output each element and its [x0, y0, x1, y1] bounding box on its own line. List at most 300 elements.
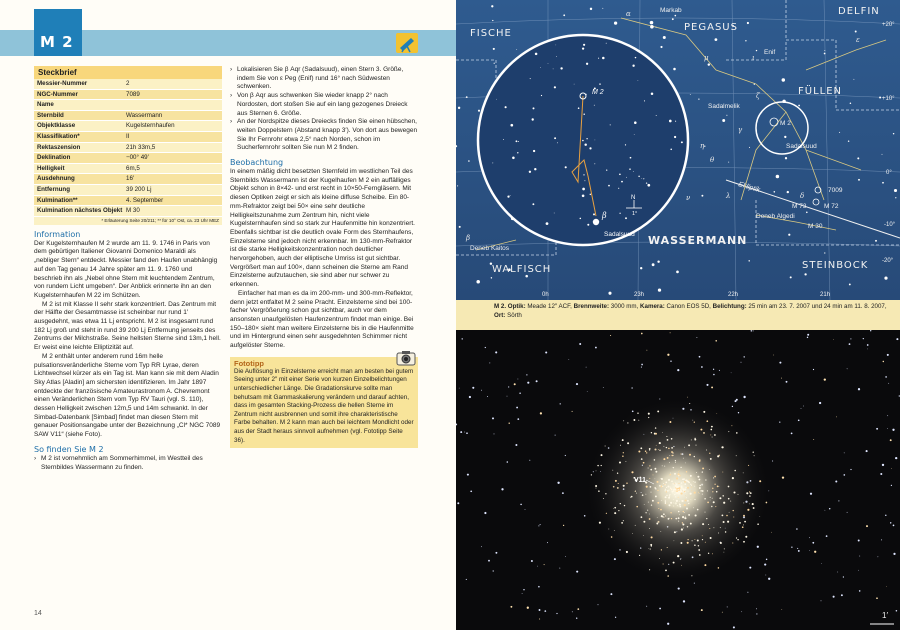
chart-star [491, 5, 493, 7]
cluster-star [757, 523, 759, 525]
inset-star [625, 144, 626, 145]
background-star [545, 351, 547, 353]
inset-star [669, 120, 672, 123]
background-star [858, 540, 860, 542]
chart-star [476, 280, 480, 284]
steckbrief-row [34, 174, 222, 185]
chart-star [525, 275, 528, 278]
background-star [764, 564, 766, 566]
information-heading: Information [34, 229, 81, 239]
inset-scale-label: 1° [632, 211, 638, 217]
cluster-star [667, 457, 669, 459]
cluster-star [706, 518, 707, 519]
background-star [765, 575, 766, 576]
chart-star [726, 115, 727, 116]
chart-star [614, 21, 617, 24]
background-star [798, 419, 800, 421]
background-star [610, 335, 611, 336]
inset-star [594, 105, 595, 106]
background-star [577, 608, 579, 610]
background-star [858, 570, 859, 571]
chart-star [894, 189, 897, 192]
sadalsuud-star [593, 219, 599, 225]
steckbrief-value: M 30 [126, 207, 140, 215]
steckbrief-key: Rektaszension [37, 143, 81, 151]
cluster-star [752, 503, 754, 505]
background-star [837, 572, 838, 573]
background-star [529, 460, 530, 461]
cluster-star [646, 486, 648, 488]
cluster-star [665, 489, 666, 490]
cluster-star [676, 477, 678, 479]
cluster-star [710, 429, 712, 431]
ra-label: 23h [634, 292, 645, 298]
cluster-star [665, 482, 667, 484]
inset-star [554, 86, 556, 88]
cluster-star [662, 432, 663, 433]
background-star [885, 376, 887, 378]
background-star [493, 570, 494, 571]
cluster-star [673, 562, 675, 564]
chart-star [704, 146, 705, 147]
cluster-star [595, 485, 597, 487]
cluster-star [651, 504, 652, 505]
inset-star [510, 195, 511, 196]
background-star [881, 539, 882, 540]
cluster-star [666, 487, 667, 488]
inset-star [599, 83, 600, 84]
chart-star [676, 271, 679, 274]
cluster-star [685, 499, 687, 501]
background-star [464, 432, 465, 433]
cluster-star [684, 483, 686, 485]
chart-star [853, 79, 854, 80]
caption-belichtung-label: Belichtung: [712, 303, 747, 310]
background-star [876, 428, 878, 430]
chart-star [785, 157, 787, 159]
cluster-star [671, 451, 673, 453]
cluster-star [606, 513, 607, 514]
star-name: Sadalmelik [708, 103, 740, 110]
cluster-star [675, 496, 676, 497]
steckbrief-table [34, 66, 222, 225]
steckbrief-value: Wassermann [126, 111, 163, 119]
cluster-star [671, 438, 673, 440]
cluster-star [666, 436, 667, 437]
background-star [844, 452, 845, 453]
cluster-star [648, 468, 649, 469]
cluster-star [659, 558, 660, 559]
background-star [667, 623, 669, 625]
steckbrief-row [34, 90, 222, 101]
cluster-star [702, 490, 704, 492]
cluster-star [708, 524, 709, 525]
background-star [538, 525, 539, 526]
inset-star [512, 157, 515, 160]
background-star [809, 537, 810, 538]
cluster-star [612, 470, 613, 471]
cluster-star [681, 482, 683, 484]
background-star [467, 474, 469, 476]
cluster-star [682, 523, 684, 525]
cluster-star [646, 452, 647, 453]
chart-star [824, 252, 825, 253]
cluster-star [638, 450, 640, 452]
greek-letter: α [626, 10, 631, 18]
cluster-star [726, 515, 728, 517]
inset-star [517, 152, 518, 153]
inset-star [586, 138, 587, 139]
background-star [507, 461, 509, 463]
cluster-star [710, 537, 712, 539]
background-star [801, 408, 802, 409]
cluster-star [660, 531, 661, 532]
chart-star [806, 212, 808, 214]
cluster-star [691, 490, 692, 491]
cluster-star [654, 459, 656, 461]
information-paragraph: M 2 enthält unter anderem rund 16m helle pulsationsveränderliche Sterne vom Typ RR Lyrae, deren Lichtwechsel kürzer als ein Tag ist. Man kann sie mit dem Aladin Sky Atlas [Aladin] am sichersten identifizieren. Im Jahr 1897 entdeckte der französische Amateurastronom A. Chevremont einen Veränderlichen Stern vom Typ RV Tauri (vgl. S. 110), dessen Helligkeit zwischen 12m,5 und 14m schwankt. In der Simbad-Datenbank [Simbad] findet man diesen Stern mit genauer Positionsangabe unter der Bezeichnung „Cl* NGC 7089 SAW V11“ (siehe Foto). [34, 352, 221, 439]
chart-star [459, 226, 461, 228]
cluster-star [638, 420, 639, 421]
cluster-star [713, 501, 715, 503]
cluster-star [673, 467, 674, 468]
cluster-star [669, 495, 671, 497]
chart-star [824, 50, 825, 51]
cluster-star [702, 535, 703, 536]
cluster-star [655, 488, 656, 489]
cluster-star [613, 508, 614, 509]
chart-star [650, 21, 654, 25]
chart-star [882, 154, 883, 155]
chart-star [673, 68, 676, 71]
cluster-star [692, 420, 693, 421]
cluster-star [708, 553, 709, 554]
cluster-star [698, 545, 699, 546]
inset-star [492, 162, 493, 163]
cluster-star [632, 533, 633, 534]
cluster-star [601, 465, 602, 466]
cluster-star [622, 455, 623, 456]
cluster-star [695, 445, 696, 446]
cluster-star [655, 433, 657, 435]
cluster-star [711, 506, 712, 507]
background-star [812, 542, 814, 544]
background-star [670, 332, 671, 333]
background-star [883, 361, 884, 362]
steckbrief-key: Klassifikation* [37, 132, 80, 140]
inset-star [629, 168, 631, 170]
inset-star [634, 134, 635, 135]
dec-label: +10° [882, 96, 895, 102]
chart-star [563, 14, 565, 16]
chart-star [857, 157, 859, 159]
background-star [547, 542, 548, 543]
caption-brennweite-label: Brennweite: [573, 303, 610, 310]
cluster-star [705, 479, 706, 480]
inset-star [584, 143, 586, 145]
cluster-star [677, 505, 678, 506]
cluster-star [661, 478, 662, 479]
background-star [598, 604, 599, 605]
cluster-star [617, 473, 618, 474]
background-star [565, 556, 566, 557]
cluster-star [678, 517, 680, 519]
background-star [887, 354, 889, 356]
inset-star [582, 47, 584, 49]
background-star [863, 338, 864, 339]
cluster-star [648, 548, 649, 549]
cluster-star [694, 545, 695, 546]
background-star [641, 364, 643, 366]
cluster-star [641, 516, 643, 518]
chart-star [652, 263, 655, 266]
background-star [893, 553, 895, 555]
cluster-star [678, 511, 680, 513]
background-star [773, 355, 774, 356]
cluster-star [665, 500, 666, 501]
background-star [509, 423, 510, 424]
cluster-star [649, 569, 650, 570]
background-star [880, 473, 882, 475]
page-number: 14 [34, 610, 42, 617]
background-star [829, 508, 830, 509]
cluster-star [687, 526, 688, 527]
background-star [495, 552, 497, 554]
cluster-star [694, 539, 695, 540]
background-star [858, 388, 860, 390]
chart-star [787, 191, 789, 193]
cluster-star [670, 473, 671, 474]
star-name: Markab [660, 7, 682, 14]
cluster-star [656, 445, 657, 446]
cluster-star [743, 502, 744, 503]
cluster-star [681, 493, 683, 495]
steckbrief-value: −00° 49′ [126, 154, 149, 162]
cluster-star [665, 503, 666, 504]
cluster-star [678, 497, 679, 498]
background-star [859, 556, 860, 557]
background-star [786, 381, 788, 383]
chart-star [784, 136, 786, 138]
steckbrief-key: Kulmination** [37, 196, 78, 204]
background-star [508, 386, 509, 387]
inset-star [635, 57, 636, 58]
background-star [576, 618, 577, 619]
background-star [771, 532, 772, 533]
background-star [678, 588, 680, 590]
cluster-star [649, 514, 650, 515]
cluster-star [645, 512, 646, 513]
cluster-star [713, 527, 714, 528]
background-star [516, 407, 518, 409]
cluster-star [737, 539, 738, 540]
cluster-star [658, 508, 659, 509]
cluster-star [641, 458, 643, 460]
cluster-star [669, 462, 670, 463]
chart-star [850, 103, 852, 105]
background-star [891, 485, 892, 486]
fototipp-box [230, 357, 418, 448]
information-text [34, 240, 222, 440]
chart-star [493, 48, 495, 50]
cluster-star [754, 455, 755, 456]
cluster-star [692, 540, 693, 541]
cluster-star [736, 537, 737, 538]
cluster-star [688, 481, 690, 483]
cluster-star [699, 554, 701, 556]
inset-star [644, 100, 645, 101]
cluster-star [699, 487, 701, 489]
steckbrief-row [34, 100, 222, 111]
cluster-star [733, 517, 734, 518]
fototipp-text: Die Auflösung in Einzelsterne erreicht man am besten bei gutem Seeing unter 2″ mit einer Serie von kurzen Einzelbelichtungen unterschiedlicher Länge. Die Gradationskurve sollte man behutsam mit Gammaskalierung verändern und darauf achten, dass im gesamten Stacking-Prozess die hellen Sterne im Zentrum nicht ausbrennen und somit ihre charakteristische Farbe behalten. M 2 kann man auch bei leichtem Mondlicht oder aus der Stadt heraus sinnvoll aufnehmen (vgl. Fototipp Seite 36). [234, 367, 414, 444]
cluster-star [611, 536, 613, 538]
background-star [489, 362, 490, 363]
ecliptic-label: Ekliptik [737, 181, 761, 195]
steckbrief-row [34, 206, 222, 217]
cluster-star [666, 447, 667, 448]
inset-star [565, 166, 567, 168]
steckbrief-key: Ausdehnung [37, 175, 75, 183]
steckbrief-value: 16′ [126, 175, 135, 183]
background-star [791, 547, 792, 548]
right-column [230, 66, 418, 448]
camera-icon [396, 350, 416, 366]
cluster-star [646, 494, 647, 495]
cluster-star [675, 460, 676, 461]
cluster-star [676, 500, 677, 501]
cluster-star [619, 461, 621, 463]
background-star [859, 590, 861, 592]
cluster-star [648, 413, 650, 415]
chart-star [708, 63, 710, 65]
chart-star [893, 133, 894, 134]
cluster-star [650, 549, 651, 550]
cluster-star [647, 510, 648, 511]
so-finden-heading: So finden Sie M 2 [34, 444, 104, 454]
background-star [576, 571, 578, 573]
chart-star [882, 182, 884, 184]
inset-star [633, 171, 634, 172]
inset-star [560, 67, 562, 69]
cluster-star [690, 523, 692, 525]
background-star [833, 339, 834, 340]
background-star [562, 492, 564, 494]
chart-star [858, 179, 860, 181]
steckbrief-row [34, 143, 222, 154]
chart-star [675, 15, 677, 17]
constellation-label: PEGASUS [684, 22, 738, 33]
background-star [711, 386, 713, 388]
background-star [841, 594, 843, 596]
background-star [462, 338, 463, 339]
cluster-star [684, 504, 686, 506]
beobachtung-paragraph: In einem mäßig dicht besetzten Sternfeld im westlichen Teil des Sternbilds Wassermann ist der Kugelhaufen M 2 ein auffälliges Objekt schon in 8×42- und erst recht in 10×50-Ferngläsern. Mit diesen Optiken zeigt er sich als kleine diffuse Scheibe. Ein 80-mm-Refraktor zeigt bei 50× eine sehr deutliche Helligkeitszunahme zum Zentrum hin, nicht viele Kugelsternhaufen sind so stark zur Haufenmitte hin konzentriert. Ebenfalls sichtbar ist die deutlich ovale Form des Sternhaufens, Einzelsterne sind jedoch nicht erkennbar. Im 130-mm-Refraktor ist die starke Helligkeitskonzentration noch deutlicher hervorgehoben, auch der elliptische Umriss ist gut sichtbar. Vergrößert man auf 100×, dann scheinen die Sterne am Rand Einzelsterne aufzutauchen, sie sind aber nur schwer zu erkennen. [230, 168, 415, 289]
list-item: › An der Nordspitze dieses Dreiecks finden Sie einen hübschen, weiten Doppelstern (Abstand knapp 3′). Von dort aus bewegen Sie Ihr Fernrohr etwa 2,5° nach Norden, schon im Sucherfernrohr sollten Sie nun M 2 finden. [230, 118, 418, 153]
cluster-star [702, 494, 703, 495]
cluster-star [678, 491, 679, 492]
cluster-star [702, 523, 704, 525]
cluster-star [667, 486, 669, 488]
inset-star [608, 185, 610, 187]
chart-star [516, 49, 517, 50]
dso-label: 7009 [828, 187, 843, 194]
cluster-star [679, 470, 680, 471]
cluster-star [663, 513, 665, 515]
cluster-star [707, 502, 709, 504]
cluster-star [682, 516, 684, 518]
background-star [544, 610, 546, 612]
cluster-star [683, 488, 685, 490]
steckbrief-key: Objektklasse [37, 122, 76, 130]
steckbrief-value: II [126, 132, 130, 140]
cluster-star [733, 491, 735, 493]
inset-star [516, 140, 518, 142]
cluster-star [687, 539, 688, 540]
greek-letter: γ [738, 126, 743, 134]
cluster-star [666, 504, 667, 505]
cluster-star [624, 505, 625, 506]
dec-label: 0° [886, 170, 892, 176]
cluster-star [679, 514, 680, 515]
cluster-star [689, 479, 690, 480]
inset-star [530, 78, 531, 79]
ra-label: 22h [728, 292, 739, 298]
cluster-star [678, 506, 679, 507]
background-star [807, 334, 809, 336]
cluster-star [697, 476, 699, 478]
background-star [470, 490, 472, 492]
cluster-star [749, 495, 750, 496]
background-star [715, 340, 717, 342]
cluster-star [614, 530, 615, 531]
inset-star [518, 141, 519, 142]
background-star [796, 528, 798, 530]
background-star [751, 330, 752, 331]
background-star [757, 546, 759, 548]
inset-star [554, 137, 556, 139]
cluster-star [662, 465, 663, 466]
chart-star [749, 147, 750, 148]
inset-star [534, 168, 536, 170]
background-star [484, 512, 486, 514]
cluster-star [705, 512, 706, 513]
chart-star [657, 260, 659, 262]
star-name: Deneb Kaitos [470, 245, 510, 252]
greek-letter: ζ [756, 92, 760, 100]
inset-star [553, 69, 554, 70]
inset-star [593, 213, 595, 215]
chart-star [748, 260, 749, 261]
cluster-star [675, 487, 676, 488]
cluster-star [743, 472, 744, 473]
cluster-star [659, 485, 661, 487]
background-star [713, 369, 714, 370]
background-star [539, 618, 540, 619]
chart-star [790, 276, 792, 278]
cluster-star [675, 483, 676, 484]
cluster-star [669, 494, 670, 495]
chart-star [491, 277, 492, 278]
cluster-star [694, 421, 695, 422]
chart-star [824, 53, 826, 55]
cluster-star [685, 495, 686, 496]
background-star [821, 600, 822, 601]
chart-star [658, 288, 661, 291]
cluster-star [704, 498, 706, 500]
cluster-star [652, 500, 654, 502]
cluster-star [661, 549, 662, 550]
